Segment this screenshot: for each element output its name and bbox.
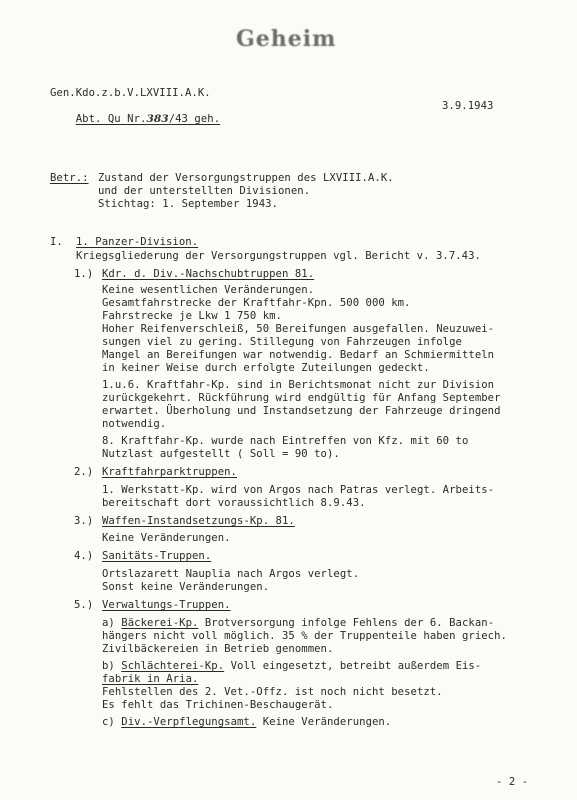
item-1-text-line: 1.u.6. Kraftfahr-Kp. sind in Berichtsmonat nicht zur Division — [102, 379, 495, 391]
classification-stamp: Geheim — [236, 26, 337, 52]
section-title: 1. Panzer-Division. — [76, 236, 199, 248]
item-5a-text-line: hängers nicht voll möglich. 35 % der Truppenteile haben griech. — [102, 630, 507, 642]
item-1-text-line: notwendig. — [102, 418, 167, 430]
item-5c-line: c) Div.-Verpflegungsamt. Keine Veränderungen. — [102, 716, 392, 728]
item-1-text-line: 8. Kraftfahr-Kp. wurde nach Eintreffen von Kfz. mit 60 to — [102, 435, 469, 447]
subject-line-2: und der unterstellten Divisionen. — [98, 185, 311, 197]
item-1-text-line: Fahrstrecke je Lkw 1 750 km. — [102, 310, 282, 322]
item-2-title: Kraftfahrparktruppen. — [102, 466, 237, 478]
item-1-text-line: Hoher Reifenverschleiß, 50 Bereifungen ausgefallen. Neuzuwei- — [102, 323, 495, 335]
item-1-number: 1.) — [74, 268, 94, 280]
item-5a-line: a) Bäckerei-Kp. Brotversorgung infolge Fehlens der 6. Backan- — [102, 617, 495, 629]
handwritten-number: 383 — [146, 113, 169, 125]
item-2-text-line: 1. Werkstatt-Kp. wird von Argos nach Patras verlegt. Arbeits- — [102, 484, 495, 496]
reference-line — [50, 100, 220, 139]
dept-prefix: Abt. Qu Nr. — [75, 113, 147, 125]
item-5-number: 5.) — [74, 599, 94, 611]
item-5a-text-line: Zivilbäckereien in Betrieb genommen. — [102, 643, 334, 655]
document-date: 3.9.1943 — [442, 100, 494, 112]
dept-suffix: /43 geh. — [168, 113, 221, 125]
subject-label: Betr.: — [50, 172, 89, 184]
command-line: Gen.Kdo.z.b.V.LXVIII.A.K. — [50, 87, 211, 99]
item-1-text-line: Gesamtfahrstrecke der Kraftfahr-Kpn. 500 000 km. — [102, 297, 411, 309]
item-5b-line: b) Schlächterei-Kp. Voll eingesetzt, betreibt außerdem Eis- — [102, 660, 482, 672]
item-1-text-line: Keine wesentlichen Veränderungen. — [102, 284, 315, 296]
item-2-text-line: bereitschaft dort voraussichtlich 8.9.43. — [102, 497, 366, 509]
item-1-text-line: sungen viel zu gering. Stillegung von Fahrzeugen infolge — [102, 336, 462, 348]
item-5b-text-line: Es fehlt das Trichinen-Beschaugerät. — [102, 699, 334, 711]
item-4-text-line: Ortslazarett Nauplia nach Argos verlegt. — [102, 568, 360, 580]
section-roman: I. — [50, 236, 63, 248]
item-2-number: 2.) — [74, 466, 94, 478]
item-4-number: 4.) — [74, 550, 94, 562]
item-5-title: Verwaltungs-Truppen. — [102, 599, 231, 611]
item-1-text-line: in keiner Weise durch erfolgte Zuteilungen gedeckt. — [102, 362, 430, 374]
subject-line-3: Stichtag: 1. September 1943. — [98, 198, 278, 210]
item-3-title: Waffen-Instandsetzungs-Kp. 81. — [102, 515, 295, 527]
item-1-text-line: erwartet. Überholung und Instandsetzung der Fahrzeuge dringend — [102, 405, 501, 417]
page-number: - 2 - — [496, 776, 529, 788]
item-1-title: Kdr. d. Div.-Nachschubtruppen 81. — [102, 268, 315, 280]
item-4-title: Sanitäts-Truppen. — [102, 550, 212, 562]
item-3-number: 3.) — [74, 515, 94, 527]
subject-line-1: Zustand der Versorgungstruppen des LXVIII.A.K. — [98, 172, 394, 184]
item-1-text-line: Nutzlast aufgestellt ( Soll = 90 to). — [102, 448, 340, 460]
item-4-text-line: Sonst keine Veränderungen. — [102, 581, 270, 593]
item-3-text-line: Keine Veränderungen. — [102, 532, 231, 544]
item-1-text-line: Mangel an Bereifungen war notwendig. Bedarf an Schmiermitteln — [102, 349, 495, 361]
section-intro: Kriegsgliederung der Versorgungstruppen vgl. Bericht v. 3.7.43. — [76, 250, 481, 262]
item-1-text-line: zurückgekehrt. Rückführung wird endgültig für Anfang September — [102, 392, 501, 404]
item-5b-text-line: Fehlstellen des 2. Vet.-Offz. ist noch nicht besetzt. — [102, 686, 443, 698]
item-5b-text-line: fabrik in Aria. — [102, 673, 199, 685]
